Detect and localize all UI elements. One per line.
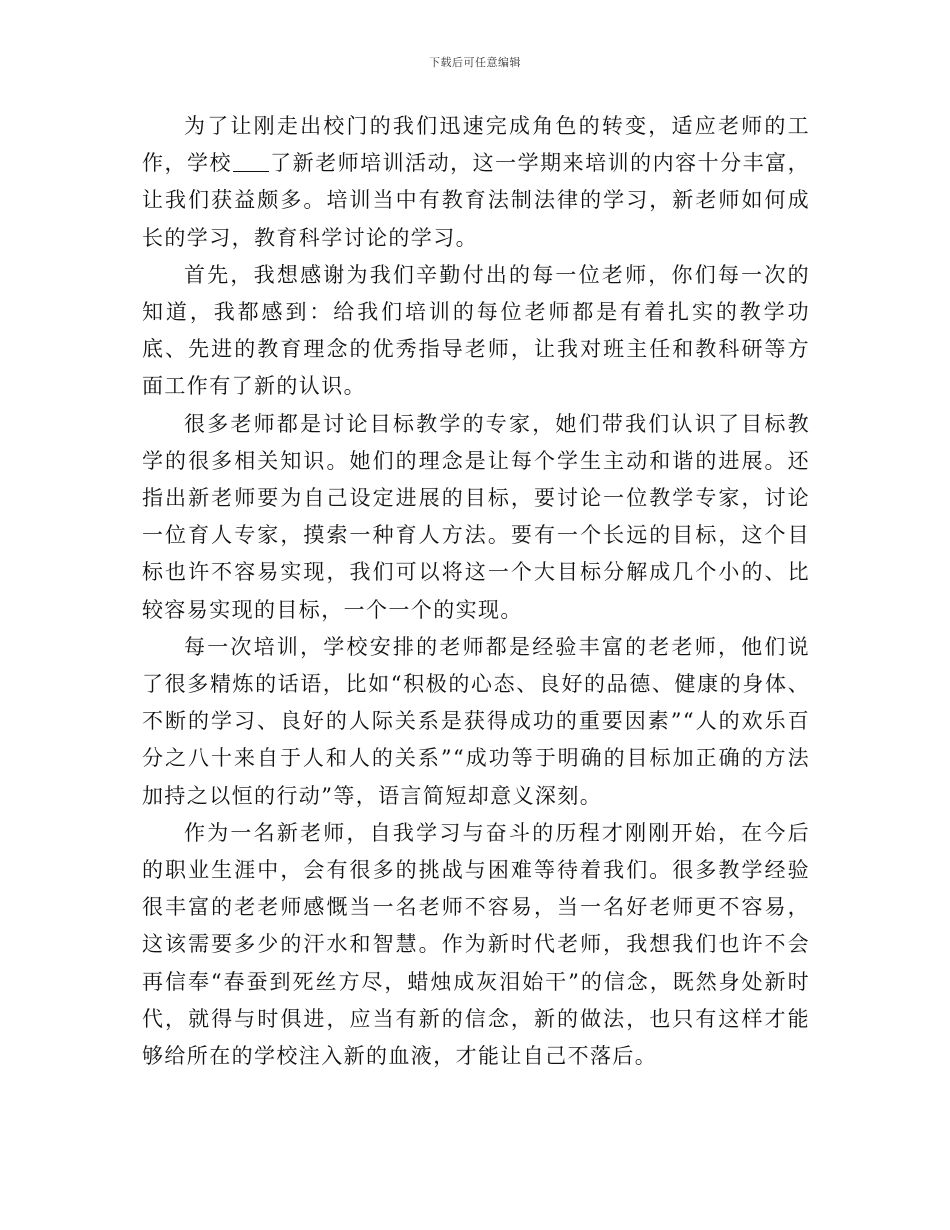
paragraph-1	[142, 108, 810, 257]
paragraph-4: 每一次培训，学校安排的老师都是经验丰富的老老师，他们说了很多精炼的话语，比如“积极的心态、良好的品德、健康的身体、不断的学习、良好的人际关系是获得成功的重要因素”“人的欢乐百分之八十来自于人和人的关系”“成功等于明确的目标加正确的方法加持之以恒的行动”等，语言简短却意义深刻。	[142, 634, 810, 808]
paragraph-2: 首先，我想感谢为我们辛勤付出的每一位老师，你们每一次的知道，我都感到：给我们培训的每位老师都是有着扎实的教学功底、先进的教育理念的优秀指导老师，让我对班主任和教科研等方面工作有了新的认识。	[142, 262, 810, 399]
document-body	[142, 108, 810, 1075]
paragraph-1-text-start: 为了让刚走出校门的我们迅速完成角色的转变，适应老师的工作，学校	[142, 114, 810, 176]
paragraph-5: 作为一名新老师，自我学习与奋斗的历程才刚刚开始，在今后的职业生涯中，会有很多的挑战与困难等待着我们。很多教学经验很丰富的老老师感慨当一名老师不容易，当一名好老师更不容易，这该需要多少的汗水和智慧。作为新时代老师，我想我们也许不会再信奉“春蚕到死丝方尽，蜡烛成灰泪始干”的信念，既然身处新时代，就得与时俱进，应当有新的信念，新的做法，也只有这样才能够给所在的学校注入新的血液，才能让自己不落后。	[142, 820, 810, 1069]
page-header-note: 下载后可任意编辑	[429, 56, 521, 69]
paragraph-3: 很多老师都是讨论目标教学的专家，她们带我们认识了目标教学的很多相关知识。她们的理念是让每个学生主动和谐的进展。还指出新老师要为自己设定进展的目标，要讨论一位教学专家，讨论一位育人专家，摸索一种育人方法。要有一个长远的目标，这个目标也许不容易实现，我们可以将这一个大目标分解成几个小的、比较容易实现的目标，一个一个的实现。	[142, 411, 810, 622]
fill-in-blank	[233, 153, 269, 172]
paragraph-1-text-end: 了新老师培训活动，这一学期来培训的内容十分丰富，让我们获益颇多。培训当中有教育法制法律的学习，新老师如何成长的学习，教育科学讨论的学习。	[142, 151, 810, 250]
